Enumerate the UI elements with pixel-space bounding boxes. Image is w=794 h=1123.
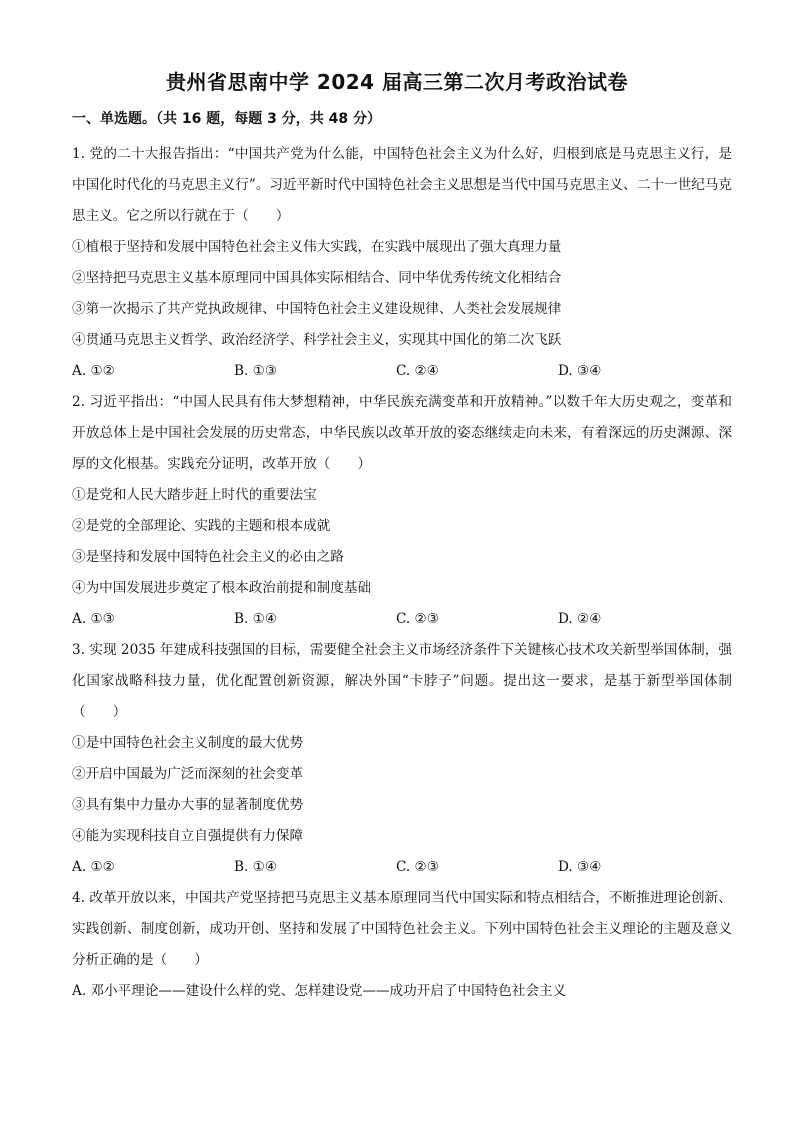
- question-1-option-d[interactable]: D. ③④: [558, 363, 602, 379]
- question-1-option-b[interactable]: B. ①③: [234, 363, 278, 379]
- question-4-option-a[interactable]: A. 邓小平理论——建设什么样的党、怎样建设党——成功开启了中国特色社会主义: [72, 983, 567, 999]
- question-3: [72, 635, 732, 883]
- question-1-options: [72, 356, 732, 387]
- question-1-statement-3: ③第一次揭示了共产党执政规律、中国特色社会主义建设规律、人类社会发展规律: [72, 301, 562, 317]
- question-1-statement-2: ②坚持把马克思主义基本原理同中国具体实际相结合、同中华优秀传统文化相结合: [72, 270, 562, 286]
- question-1-option-a[interactable]: A. ①②: [72, 363, 115, 379]
- question-2-option-c[interactable]: C. ②③: [396, 611, 439, 627]
- question-3-statement-1: ①是中国特色社会主义制度的最大优势: [72, 735, 304, 751]
- question-2-statement-3: ③是坚持和发展中国特色社会主义的必由之路: [72, 549, 344, 565]
- question-1: [72, 139, 732, 387]
- question-3-option-c[interactable]: C. ②③: [396, 859, 439, 875]
- question-1-stem: 1. 党的二十大报告指出：“中国共产党为什么能，中国特色社会主义为什么好，归根到底是马克思主义行，是中国化时代化的马克思主义行”。习近平新时代中国特色社会主义思想是当代中国马克思主义、二十一世纪马克思主义。它之所以行就在于（ ）: [72, 146, 732, 224]
- question-3-options: [72, 852, 732, 883]
- exam-title: 贵州省思南中学 2024 届高三第二次月考政治试卷: [165, 70, 629, 94]
- question-2-statement-4: ④为中国发展进步奠定了根本政治前提和制度基础: [72, 580, 372, 596]
- question-list: [72, 139, 732, 1007]
- question-3-option-a[interactable]: A. ①②: [72, 859, 115, 875]
- question-3-option-d[interactable]: D. ③④: [558, 859, 602, 875]
- question-4-stem: 4. 改革开放以来，中国共产党坚持把马克思主义基本原理同当代中国实际和特点相结合，不断推进理论创新、实践创新、制度创新，成功开创、坚持和发展了中国特色社会主义。下列中国特色社会主义理论的主题及意义分析正确的是（ ）: [72, 890, 732, 968]
- question-2-statement-2: ②是党的全部理论、实践的主题和根本成就: [72, 518, 331, 534]
- question-2-option-d[interactable]: D. ②④: [558, 611, 602, 627]
- question-4: [72, 883, 732, 1007]
- question-3-statement-3: ③具有集中力量办大事的显著制度优势: [72, 797, 304, 813]
- question-1-statement-4: ④贯通马克思主义哲学、政治经济学、科学社会主义，实现其中国化的第二次飞跃: [72, 332, 562, 348]
- question-2-stem: 2. 习近平指出：“中国人民具有伟大梦想精神，中华民族充满变革和开放精神。”以数千年大历史观之，变革和开放总体上是中国社会发展的历史常态，中华民族以改革开放的姿态继续走向未来，有着深远的历史渊源、深厚的文化根基。实践充分证明，改革开放（ ）: [72, 394, 732, 472]
- question-3-statement-4: ④能为实现科技自立自强提供有力保障: [72, 828, 304, 844]
- question-2-option-a[interactable]: A. ①③: [72, 611, 115, 627]
- section-heading: 一、单选题。（共 16 题，每题 3 分，共 48 分）: [72, 111, 381, 127]
- question-2-options: [72, 604, 732, 635]
- question-3-option-b[interactable]: B. ①④: [234, 859, 278, 875]
- question-1-statement-1: ①植根于坚持和发展中国特色社会主义伟大实践，在实践中展现出了强大真理力量: [72, 239, 562, 255]
- question-1-option-c[interactable]: C. ②④: [396, 363, 439, 379]
- question-2-option-b[interactable]: B. ①④: [234, 611, 278, 627]
- question-3-statement-2: ②开启中国最为广泛而深刻的社会变革: [72, 766, 304, 782]
- question-2-statement-1: ①是党和人民大踏步赶上时代的重要法宝: [72, 487, 317, 503]
- question-3-stem: 3. 实现 2035 年建成科技强国的目标，需要健全社会主义市场经济条件下关键核心技术攻关新型举国体制，强化国家战略科技力量，优化配置创新资源，解决外国“卡脖子”问题。提出这一要求，是基于新型举国体制（ ）: [72, 642, 732, 720]
- question-2: [72, 387, 732, 635]
